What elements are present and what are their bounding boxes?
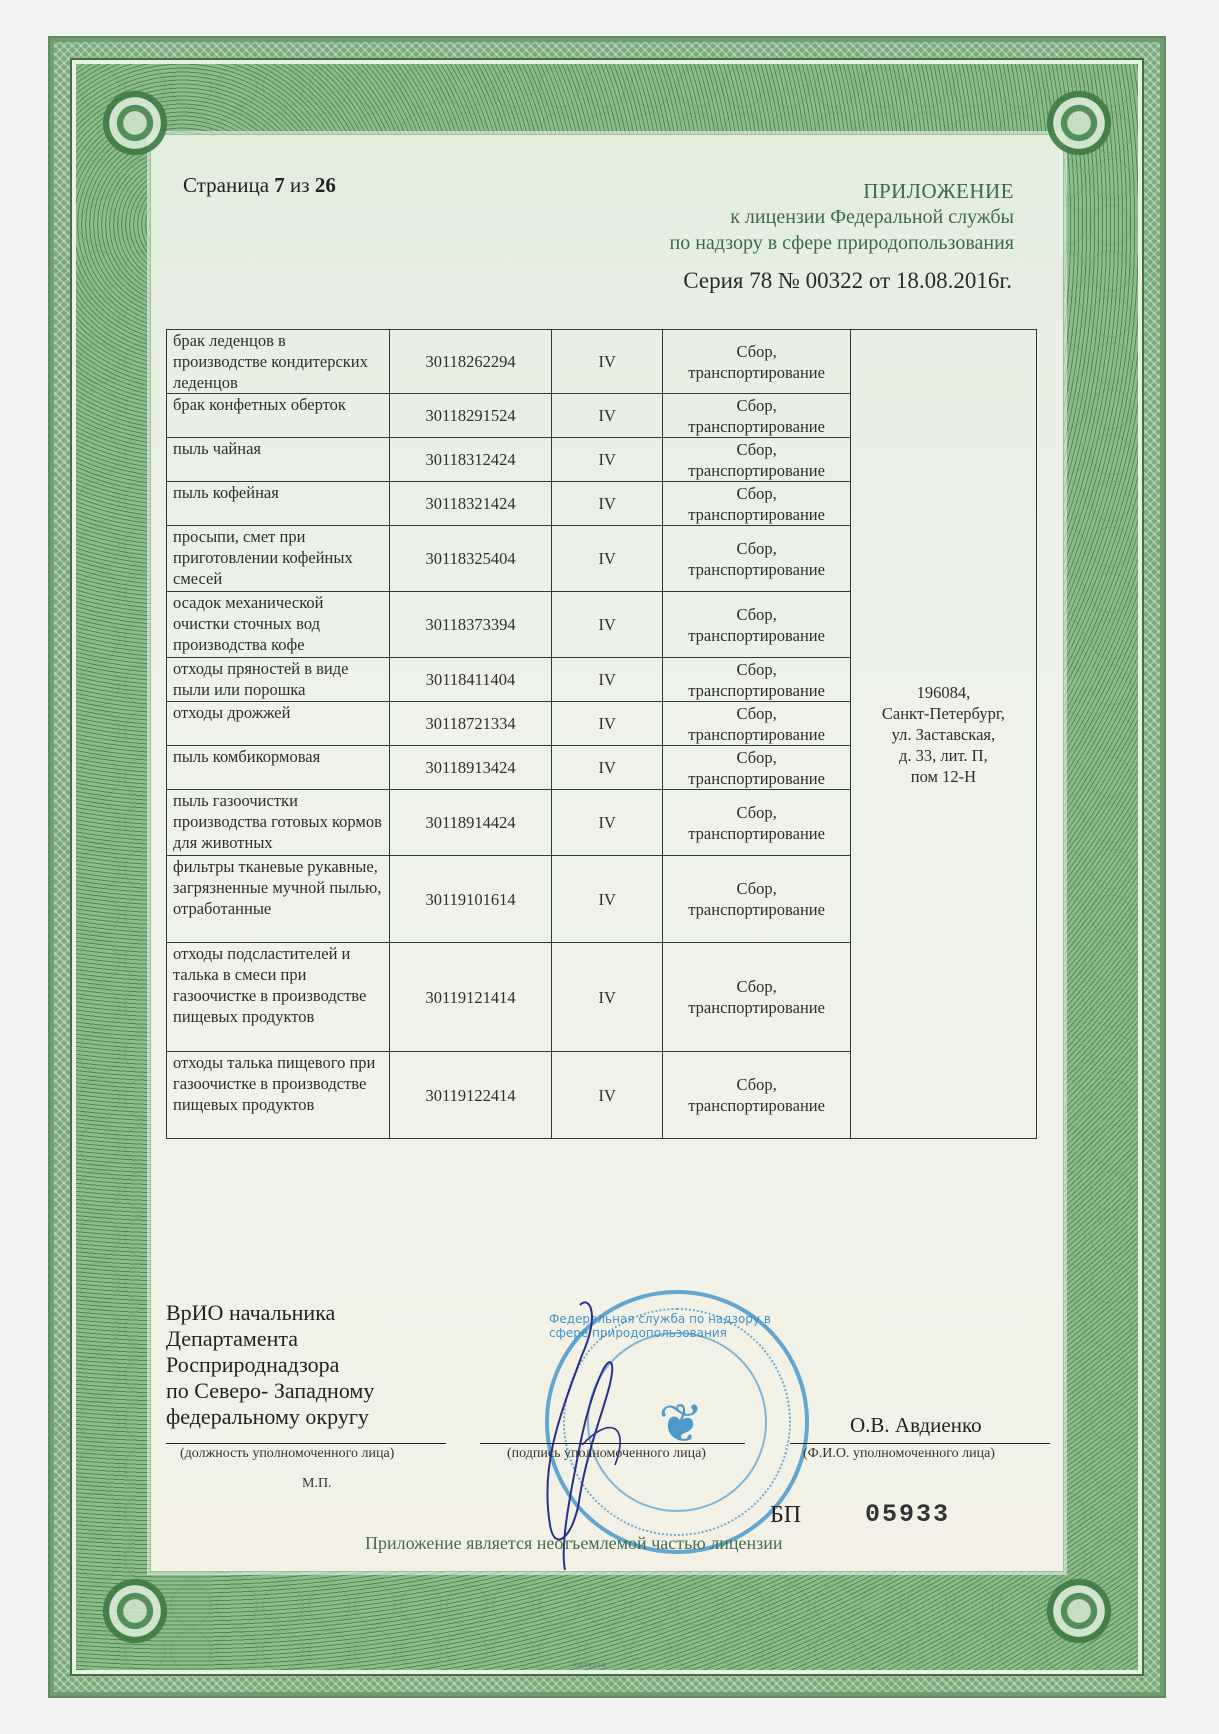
corner-ornament-icon: [1034, 78, 1124, 168]
waste-name: просыпи, смет при приготовлении кофейных смесей: [167, 526, 390, 592]
operation: Сбор, транспортирование: [663, 790, 850, 856]
signatory-position: [166, 1300, 374, 1430]
operation: Сбор, транспортирование: [663, 746, 850, 790]
hazard-class: IV: [552, 702, 663, 746]
operation: Сбор, транспортирование: [663, 330, 850, 394]
hazard-class: IV: [552, 482, 663, 526]
operation: Сбор, транспортирование: [663, 438, 850, 482]
address-line: Санкт-Петербург,: [881, 703, 1005, 723]
operation: Сбор, транспортирование: [663, 526, 850, 592]
waste-code: 30118321424: [390, 482, 552, 526]
signatory-name: О.В. Авдиенко: [850, 1413, 982, 1437]
waste-code: 30118914424: [390, 790, 552, 856]
form-series: БП: [770, 1502, 802, 1528]
operation: Сбор, транспортирование: [663, 943, 850, 1052]
hazard-class: IV: [552, 658, 663, 702]
position-line: Росприроднадзора: [166, 1352, 340, 1377]
operation: Сбор, транспортирование: [663, 702, 850, 746]
hazard-class: IV: [552, 856, 663, 943]
appendix-title: ПРИЛОЖЕНИЕ: [863, 179, 1014, 203]
hazard-class: IV: [552, 790, 663, 856]
operation: Сбор, транспортирование: [663, 1052, 850, 1139]
waste-code: 30118325404: [390, 526, 552, 592]
seal-text: Федеральная служба по надзору в сфере природопользования: [549, 1312, 771, 1340]
address-cell: [850, 330, 1036, 1139]
page-current: 7: [274, 173, 285, 197]
waste-name: осадок механической очистки сточных вод производства кофе: [167, 592, 390, 658]
waste-code: 30119121414: [390, 943, 552, 1052]
waste-code: 30118262294: [390, 330, 552, 394]
hazard-class: IV: [552, 1052, 663, 1139]
operation: Сбор, транспортирование: [663, 394, 850, 438]
caption-name: (Ф.И.О. уполномоченного лица): [803, 1446, 995, 1461]
waste-table: [166, 329, 1037, 1139]
position-line: федеральному округу: [166, 1404, 369, 1429]
name-underline: [790, 1443, 1050, 1444]
waste-name: пыль чайная: [167, 438, 390, 482]
operation: Сбор, транспортирование: [663, 482, 850, 526]
position-line: Департамента: [166, 1326, 299, 1351]
waste-name: отходы подсластителей и талька в смеси при газоочистке в производстве пищевых продуктов: [167, 943, 390, 1052]
hazard-class: IV: [552, 943, 663, 1052]
waste-name: отходы дрожжей: [167, 702, 390, 746]
waste-name: пыль комбикормовая: [167, 746, 390, 790]
corner-ornament-icon: [90, 1566, 180, 1656]
position-underline: [166, 1443, 446, 1444]
operation: Сбор, транспортирование: [663, 592, 850, 658]
corner-ornament-icon: [1034, 1566, 1124, 1656]
page-total: 26: [314, 173, 336, 197]
address-line: д. 33, лит. П,: [899, 745, 988, 765]
waste-code: 30118721334: [390, 702, 552, 746]
signature-underline: [480, 1443, 745, 1444]
hazard-class: IV: [552, 330, 663, 394]
address-line: 196084,: [916, 682, 971, 702]
address-line: ул. Заставская,: [891, 724, 996, 744]
waste-code: 30118913424: [390, 746, 552, 790]
caption-signature: (подпись уполномоченного лица): [507, 1446, 706, 1461]
corner-ornament-icon: [90, 78, 180, 168]
footer-note: Приложение является неотъемлемой частью лицензии: [365, 1533, 783, 1553]
waste-code: 30118373394: [390, 592, 552, 658]
hazard-class: IV: [552, 394, 663, 438]
hazard-class: IV: [552, 438, 663, 482]
appendix-header: [670, 178, 1015, 256]
license-series: Серия 78 № 00322 от 18.08.2016г.: [683, 268, 1012, 293]
seal-place-mark: М.П.: [302, 1476, 332, 1491]
waste-code: 30118411404: [390, 658, 552, 702]
waste-name: брак конфетных оберток: [167, 394, 390, 438]
position-line: по Северо- Западному: [166, 1378, 375, 1403]
operation: Сбор, транспортирование: [663, 856, 850, 943]
waste-name: брак леденцов в производстве кондитерских леденцов: [167, 330, 390, 394]
page-label: Страница: [183, 173, 270, 197]
hazard-class: IV: [552, 592, 663, 658]
waste-name: пыль газоочистки производства готовых кормов для животных: [167, 790, 390, 856]
waste-name: отходы пряностей в виде пыли или порошка: [167, 658, 390, 702]
page-of: из: [290, 173, 310, 197]
waste-code: 30118312424: [390, 438, 552, 482]
waste-name: отходы талька пищевого при газоочистке в производстве пищевых продуктов: [167, 1052, 390, 1139]
waste-code: 30119101614: [390, 856, 552, 943]
address-line: пом 12-Н: [910, 766, 976, 786]
table-row: [167, 330, 1037, 394]
caption-position: (должность уполномоченного лица): [180, 1446, 395, 1461]
hazard-class: IV: [552, 526, 663, 592]
waste-code: 30118291524: [390, 394, 552, 438]
waste-code: 30119122414: [390, 1052, 552, 1139]
operation: Сбор, транспортирование: [663, 658, 850, 702]
hazard-class: IV: [552, 746, 663, 790]
printer-mark: ©НТГРАФ: [573, 1663, 608, 1669]
form-number: 05933: [865, 1500, 951, 1529]
page-indicator: [183, 173, 336, 198]
eagle-emblem-icon: ❦: [658, 1394, 704, 1454]
appendix-subtitle-2: по надзору в сфере природопользования: [669, 232, 1014, 254]
position-line: ВрИО начальника: [166, 1300, 336, 1325]
waste-name: фильтры тканевые рукавные, загрязненные мучной пылью, отработанные: [167, 856, 390, 943]
waste-name: пыль кофейная: [167, 482, 390, 526]
appendix-subtitle-1: к лицензии Федеральной службы: [730, 206, 1014, 228]
